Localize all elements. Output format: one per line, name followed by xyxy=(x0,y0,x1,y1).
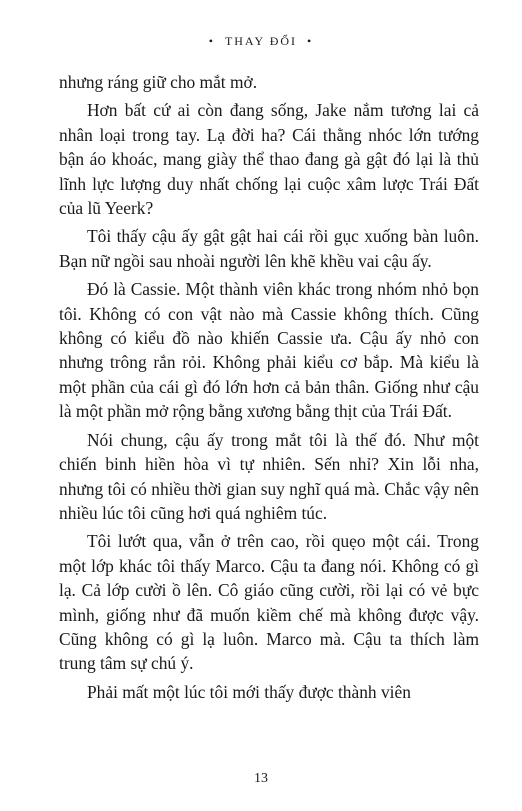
body-text xyxy=(59,70,479,704)
header-bullet-right: • xyxy=(307,34,314,48)
chapter-title: THAY ĐỔI xyxy=(224,34,298,48)
paragraph: Đó là Cassie. Một thành viên khác trong nhóm nhỏ bọn tôi. Không có con vật nào mà Cassie không thích. Cũng không có kiểu đồ nào khiến Cassie ưa. Cậu ấy nhỏ con nhưng trông rắn rỏi. Không phải kiểu cơ bắp. Mà kiểu là một phần của cái gì đó lớn hơn cả bản thân. Giống như cậu là một phần mở rộng bằng xương bằng thịt của Trái Đất. xyxy=(59,279,479,422)
paragraph: Phải mất một lúc tôi mới thấy được thành viên xyxy=(87,681,411,702)
header-bullet-left: • xyxy=(208,34,215,48)
paragraph-continued: nhưng ráng giữ cho mắt mở. xyxy=(59,72,258,92)
page-number: 13 xyxy=(254,771,268,786)
running-header xyxy=(0,34,522,49)
paragraph: Nói chung, cậu ấy trong mắt tôi là thế đó. Như một chiến binh hiền hòa vì tự nhiên. Sến nhỉ? Xin lỗi nha, nhưng tôi có nhiều thời gian suy nghĩ quá mà. Chắc vậy nên nhiều lúc tôi cũng hơi quá nghiêm túc. xyxy=(59,429,479,523)
paragraph: Hơn bất cứ ai còn đang sống, Jake nắm tương lai cả nhân loại trong tay. Lạ đời ha? Cái thằng nhóc lớn tướng bận áo khoác, mang giày thể thao đang gà gật đó lại là thủ lĩnh lực lượng duy nhất chống lại cuộc xâm lược Trái Đất của lũ Yeerk? xyxy=(59,100,479,219)
paragraph: Tôi lướt qua, vẫn ở trên cao, rồi quẹo một cái. Trong một lớp khác tôi thấy Marco. Cậu ta đang nói. Không có gì lạ. Cả lớp cười ồ lên. Cô giáo cũng cười, rồi lại có vẻ bực mình, giống như đã muốn kiềm chế mà không được vậy. Cũng không có gì lạ luôn. Marco mà. Cậu ta thích làm trung tâm sự chú ý. xyxy=(59,531,479,674)
paragraph: Tôi thấy cậu ấy gật gật hai cái rồi gục xuống bàn luôn. Bạn nữ ngồi sau nhoài người lên khẽ khều vai cậu ấy. xyxy=(59,226,479,271)
